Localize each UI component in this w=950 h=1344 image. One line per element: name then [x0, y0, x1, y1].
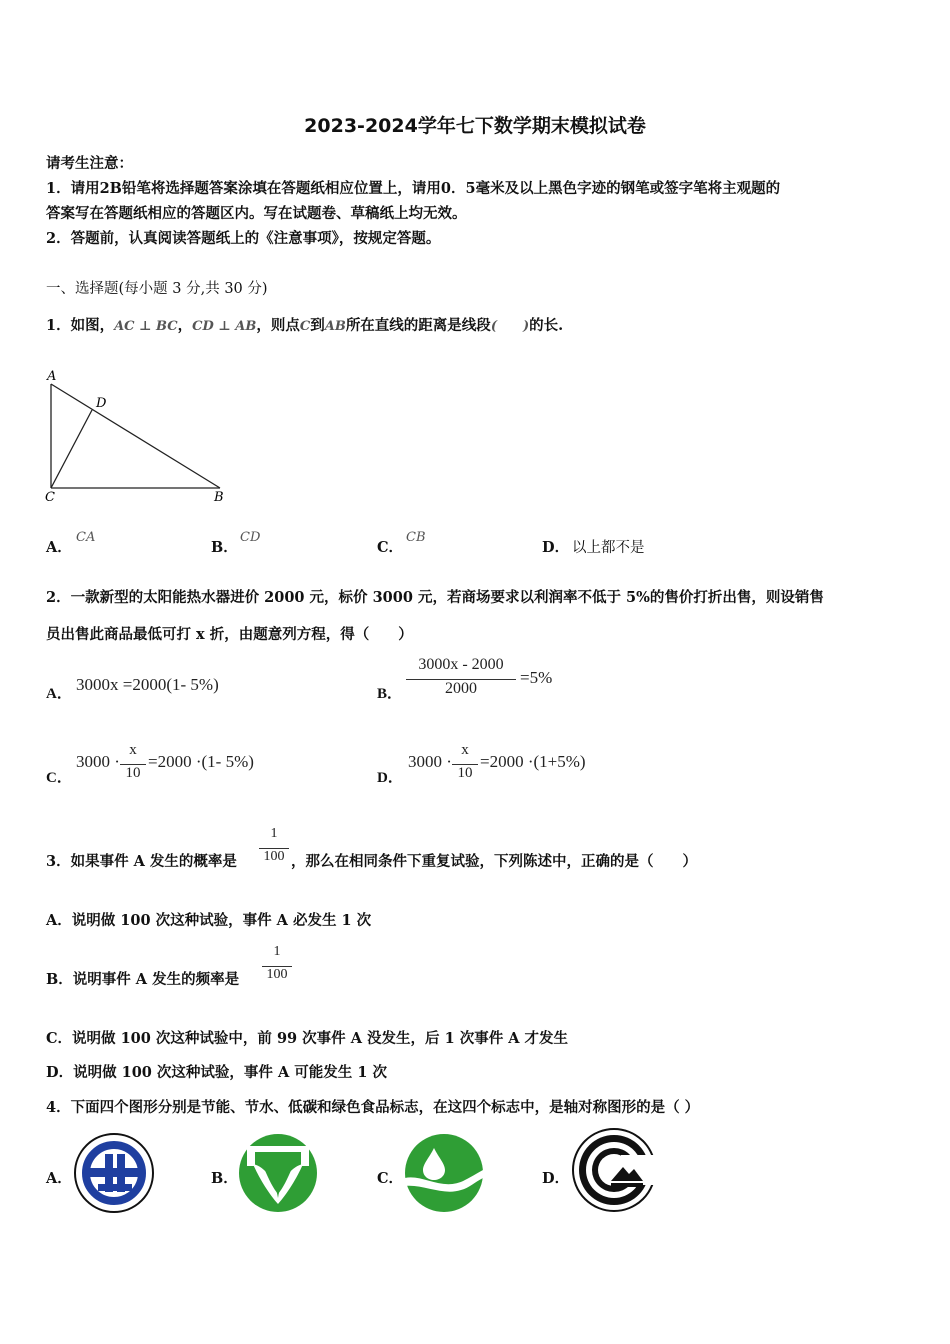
q2-option-d-rhs: =2000 ·(1+5%) — [480, 752, 586, 771]
q2-option-b-rhs: =5% — [520, 668, 553, 687]
q1-math-2: CD ⊥ AB — [192, 319, 257, 334]
q1-mid-3: 所在直线的距离是线段 — [345, 317, 491, 334]
q3-stem-post: ，那么在相同条件下重复试验，下列陈述中，正确的是（ ） — [291, 853, 697, 870]
notice-line-1a: 1．请用2B铅笔将选择题答案涂填在答题纸相应位置上，请用0．5毫米及以上黑色字迹的钢笔或签字笔将主观题的 — [46, 180, 781, 197]
q2-option-c-pre: 3000 · — [76, 752, 120, 771]
q1-paren: ( ) — [490, 319, 530, 334]
q3-option-d: D．说明做 100 次这种试验，事件 A 可能发生 1 次 — [46, 1064, 387, 1081]
page-title: 2023-2024学年七下数学期末模拟试卷 — [304, 115, 646, 137]
q2-option-d-numerator: x — [461, 742, 469, 758]
q1-option-c-text: CB — [406, 530, 426, 545]
q2-option-b-numerator: 3000x - 2000 — [418, 656, 504, 673]
energy-saving-logo — [73, 1132, 155, 1214]
q1-option-c-label: C． — [377, 539, 404, 556]
q3-fraction-numerator: 1 — [270, 826, 278, 841]
q1-end: 的长. — [529, 317, 564, 334]
q1-math-1: AC ⊥ BC — [114, 319, 178, 334]
q2-option-d-label: D． — [377, 770, 403, 786]
vertex-C-label: C — [45, 490, 55, 505]
q2-option-c-denominator: 10 — [120, 764, 146, 782]
vertex-B-label: B — [214, 490, 224, 505]
vertex-A-label: A — [47, 369, 57, 384]
q1-option-a-label: A． — [46, 539, 72, 556]
q1-option-a-text: CA — [76, 530, 96, 545]
notice-heading: 请考生注意： — [46, 155, 133, 172]
q1-pre: 1．如图， — [46, 317, 115, 334]
q1-stem — [46, 314, 563, 335]
q1-option-b-label: B． — [211, 539, 238, 556]
q3-stem-pre: 3．如果事件 A 发生的概率是 — [46, 853, 237, 870]
q4-option-d-label: D． — [542, 1170, 570, 1187]
q2-option-a-expr: 3000x =2000(1- 5%) — [76, 675, 219, 694]
q4-stem: 4．下面四个图形分别是节能、节水、低碳和绿色食品标志，在这四个标志中，是轴对称图形的是（ ） — [46, 1099, 700, 1116]
q2-option-c-rhs: =2000 ·(1- 5%) — [148, 752, 254, 771]
q1-mid-2: 到 — [310, 317, 325, 334]
q1-math-3: C — [299, 319, 311, 334]
low-carbon-logo — [403, 1132, 485, 1214]
q1-mid-1: ，则点 — [256, 317, 300, 334]
notice-line-2: 2．答题前，认真阅读答题纸上的《注意事项》，按规定答题。 — [46, 230, 441, 247]
q4-option-c-label: C． — [377, 1170, 404, 1187]
q1-option-d-label: D． — [542, 539, 570, 556]
q2-option-c-numerator: x — [129, 742, 137, 758]
q3-option-b: B．说明事件 A 发生的频率是 — [46, 971, 240, 988]
q3-option-c: C．说明做 100 次这种试验中，前 99 次事件 A 没发生，后 1 次事件 A 才发生 — [46, 1030, 569, 1047]
q2-stem-line-1: 2．一款新型的太阳能热水器进价 2000 元，标价 3000 元，若商场要求以利润率不低于 5%的售价打折出售，则设销售 — [46, 589, 824, 606]
section-heading: 一、选择题(每小题 3 分,共 30 分) — [46, 281, 268, 297]
q4-option-a-label: A． — [46, 1170, 72, 1187]
q2-option-a-label: A． — [46, 686, 72, 702]
q1-math-4: AB — [324, 319, 346, 334]
green-food-logo — [571, 1127, 657, 1213]
q3-option-a: A．说明做 100 次这种试验，事件 A 必发生 1 次 — [46, 912, 372, 929]
vertex-D-label: D — [96, 396, 107, 411]
notice-line-1b: 答案写在答题纸相应的答题区内。写在试题卷、草稿纸上均无效。 — [46, 205, 467, 222]
q2-option-d-denominator: 10 — [452, 764, 478, 782]
q4-option-b-label: B． — [211, 1170, 238, 1187]
q2-option-b-denominator: 2000 — [406, 679, 516, 698]
q2-stem-line-2: 员出售此商品最低可打 x 折，由题意列方程，得（ ） — [46, 626, 413, 643]
q2-option-d-pre: 3000 · — [408, 752, 452, 771]
triangle-figure — [40, 362, 240, 507]
water-saving-logo — [237, 1132, 319, 1214]
q1-comma: ， — [177, 317, 193, 334]
q3-option-b-denominator: 100 — [262, 966, 292, 983]
q1-option-b-text: CD — [240, 530, 261, 545]
q2-option-c-label: C． — [46, 770, 72, 786]
q3-option-b-numerator: 1 — [273, 944, 281, 959]
q1-option-d-text: 以上都不是 — [572, 540, 645, 556]
q2-option-b-label: B． — [377, 686, 403, 702]
q3-fraction-denominator: 100 — [259, 848, 289, 865]
